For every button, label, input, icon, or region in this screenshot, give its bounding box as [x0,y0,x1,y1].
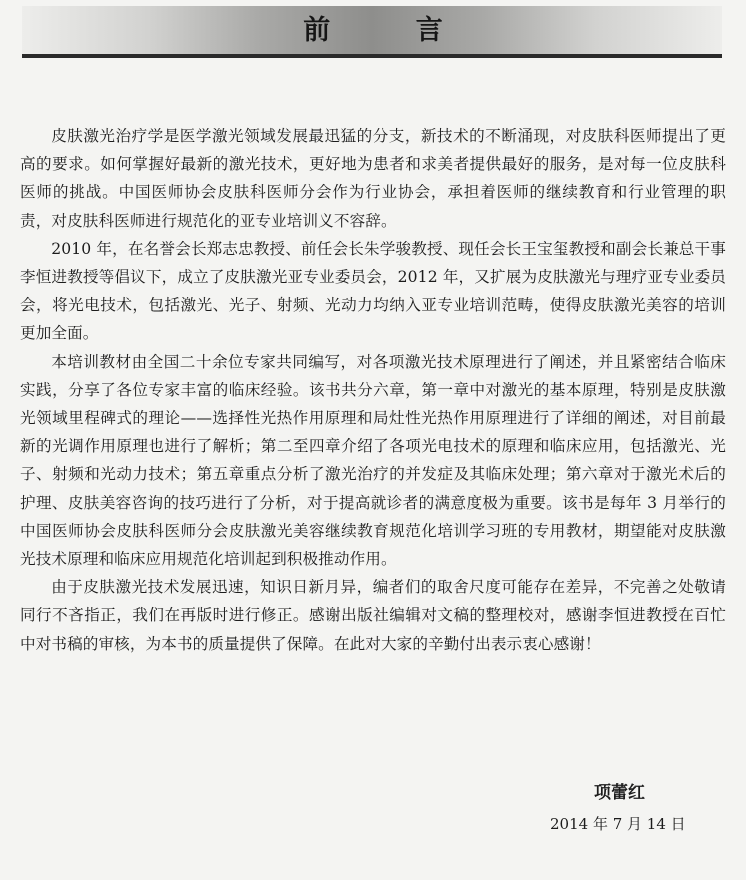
paragraph-3: 本培训教材由全国二十余位专家共同编写，对各项激光技术原理进行了阐述，并且紧密结合临床实践，分享了各位专家丰富的临床经验。该书共分六章，第一章中对激光的基本原理，特别是皮肤激光领域里程碑式的理论——选择性光热作用原理和局灶性光热作用原理进行了详细的阐述，对目前最新的光调作用原理也进行了解析；第二至四章介绍了各项光电技术的原理和临床应用，包括激光、光子、射频和光动力技术；第五章重点分析了激光治疗的并发症及其临床处理；第六章对于激光术后的护理、皮肤美容咨询的技巧进行了分析，对于提高就诊者的满意度极为重要。该书是每年 3 月举行的中国医师协会皮肤科医师分会皮肤激光美容继续教育规范化培训学习班的专用教材，期望能对皮肤激光技术原理和临床应用规范化培训起到积极推动作用。 [20,352,726,569]
paragraph-4: 由于皮肤激光技术发展迅速，知识日新月异，编者们的取舍尺度可能存在差异，不完善之处敬请同行不吝指正，我们在再版时进行修正。感谢出版社编辑对文稿的整理校对，感谢李恒进教授在百忙中对书稿的审核，为本书的质量提供了保障。在此对大家的辛勤付出表示衷心感谢！ [20,578,726,653]
author-name: 项蕾红 [594,783,645,803]
paragraph-1: 皮肤激光治疗学是医学激光领域发展最迅猛的分支，新技术的不断涌现，对皮肤科医师提出了更高的要求。如何掌握好最新的激光技术，更好地为患者和求美者提供最好的服务，是对每一位皮肤科医师的挑战。中国医师协会皮肤科医师分会作为行业协会，承担着医师的继续教育和行业管理的职责，对皮肤科医师进行规范化的亚专业培训义不容辞。 [20,127,726,230]
preface-body [20,122,726,658]
page-title: 前 言 [303,15,481,46]
chapter-header [0,0,746,66]
signature-date: 2014 年 7 月 14 日 [550,815,686,833]
header-rule [22,54,722,58]
paragraph-2: 2010 年，在名誉会长郑志忠教授、前任会长朱学骏教授、现任会长王宝玺教授和副会长兼总干事李恒进教授等倡议下，成立了皮肤激光亚专业委员会，2012 年，又扩展为皮肤激光与理疗亚专业委员会，将光电技术，包括激光、光子、射频、光动力均纳入亚专业培训范畴，使得皮肤激光美容的培训更加全面。 [20,239,726,343]
